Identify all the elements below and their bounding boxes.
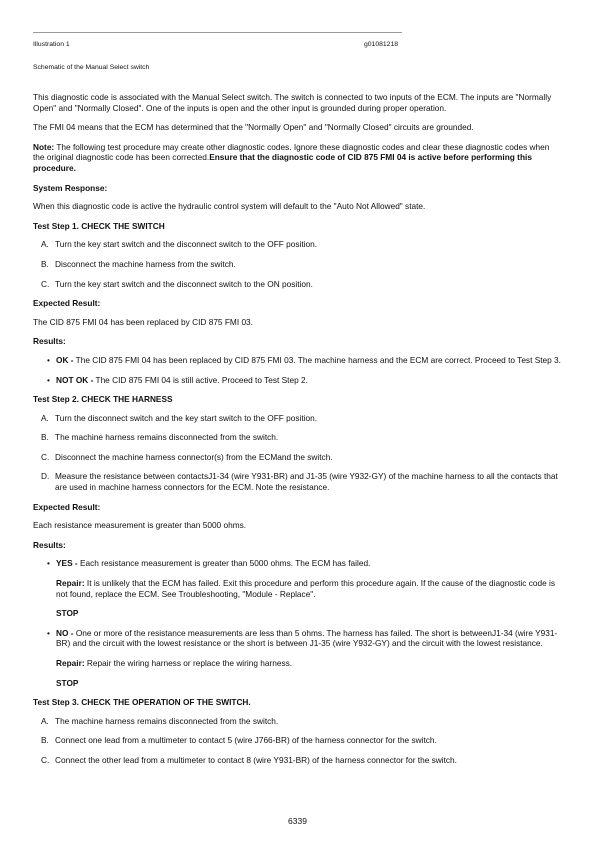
list-marker: A. bbox=[41, 239, 49, 250]
list-marker: B. bbox=[41, 735, 49, 746]
result-item bbox=[33, 628, 563, 688]
result-label: NO - bbox=[56, 627, 74, 638]
result-text: One or more of the resistance measurements are less than 5 ohms. The harness has failed. The short is betweenJ1-34 (wire Y931-BR) and the circuit with the lowest resistance or the short is between J1-35 (wire Y932-GY) and the circuit with the lowest resistance. bbox=[56, 627, 558, 649]
note-text: The following test procedure may create other diagnostic codes. Ignore these diagnostic codes and clear these diagnostic codes when the original diagnostic code has been corrected. bbox=[33, 141, 550, 163]
list-item-text: The machine harness remains disconnected from the switch. bbox=[55, 432, 279, 443]
repair-text: It is unlikely that the ECM has failed. Exit this procedure and perform this procedure again. If the cause of the diagnostic code is not found, replace the ECM. See Troubleshooting, "Module - Replace". bbox=[56, 578, 556, 599]
results-heading: Results: bbox=[33, 539, 66, 550]
step3-heading: Test Step 3. CHECK THE OPERATION OF THE SWITCH. bbox=[33, 697, 251, 708]
list-item bbox=[33, 259, 563, 270]
list-item bbox=[33, 471, 563, 492]
stop-label: STOP bbox=[56, 608, 79, 619]
expected-result-text: The CID 875 FMI 04 has been replaced by CID 875 FMI 03. bbox=[33, 316, 253, 327]
bullet: • bbox=[47, 354, 50, 365]
list-item-text: Turn the key start switch and the disconnect switch to the OFF position. bbox=[55, 239, 318, 250]
note-paragraph bbox=[33, 142, 563, 174]
list-item-text: Turn the disconnect switch and the key start switch to the OFF position. bbox=[55, 412, 318, 423]
list-marker: D. bbox=[41, 471, 50, 482]
intro-paragraph: The FMI 04 means that the ECM has determined that the "Normally Open" and "Normally Closed" circuits are grounded. bbox=[33, 122, 474, 133]
result-label: OK - bbox=[56, 354, 74, 365]
bullet: • bbox=[47, 627, 50, 638]
list-marker: B. bbox=[41, 432, 49, 443]
list-item-text: Disconnect the machine harness from the switch. bbox=[55, 258, 236, 269]
repair-instruction bbox=[56, 658, 563, 669]
result-text: Each resistance measurement is greater than 5000 ohms. The ECM has failed. bbox=[77, 558, 371, 569]
list-item-text: Disconnect the machine harness connector(s) from the ECMand the switch. bbox=[55, 451, 333, 462]
illustration-caption-row bbox=[33, 40, 402, 49]
expected-result-text: Each resistance measurement is greater than 5000 ohms. bbox=[33, 520, 247, 531]
result-item bbox=[33, 558, 563, 618]
result-text: The CID 875 FMI 04 is still active. Proceed to Test Step 2. bbox=[93, 374, 308, 385]
step2-list bbox=[33, 413, 563, 493]
system-response-heading: System Response: bbox=[33, 182, 108, 193]
step2-results bbox=[33, 558, 563, 688]
list-marker: A. bbox=[41, 412, 49, 423]
document-body bbox=[33, 92, 563, 775]
results-heading: Results: bbox=[33, 336, 66, 347]
list-item-text: Turn the key start switch and the disconnect switch to the ON position. bbox=[55, 278, 313, 289]
repair-instruction bbox=[56, 578, 563, 599]
step3-list bbox=[33, 716, 563, 766]
repair-label: Repair: bbox=[56, 578, 85, 589]
list-marker: B. bbox=[41, 258, 49, 269]
list-item bbox=[33, 279, 563, 290]
note-label: Note: bbox=[33, 141, 55, 152]
list-item bbox=[33, 755, 563, 766]
result-item bbox=[33, 375, 563, 386]
result-item bbox=[33, 355, 563, 366]
list-item bbox=[33, 452, 563, 463]
illustration-caption: Schematic of the Manual Select switch bbox=[33, 64, 150, 71]
list-item bbox=[33, 413, 563, 424]
expected-result-heading: Expected Result: bbox=[33, 501, 101, 512]
list-item-text: The machine harness remains disconnected from the switch. bbox=[55, 715, 279, 726]
list-marker: C. bbox=[41, 754, 50, 765]
list-marker: A. bbox=[41, 715, 49, 726]
intro-paragraph: This diagnostic code is associated with the Manual Select switch. The switch is connected to two inputs of the ECM. The inputs are "Normally Open" and "Normally Closed". One of the inputs is open and the other input is grounded during proper operation. bbox=[33, 92, 552, 113]
list-item-text: Measure the resistance between contactsJ1-34 (wire Y931-BR) and J1-35 (wire Y932-GY) of the machine harness to all the contacts that are used in machine harness connectors for the ECM. Note the resistance. bbox=[55, 471, 558, 493]
list-item-text: Connect one lead from a multimeter to contact 5 (wire J766-BR) of the harness connector for the switch. bbox=[55, 735, 437, 746]
repair-text: Repair the wiring harness or replace the wiring harness. bbox=[84, 658, 293, 668]
list-marker: C. bbox=[41, 278, 50, 289]
page-number: 6339 bbox=[288, 816, 307, 826]
stop-label: STOP bbox=[56, 677, 79, 688]
step1-list bbox=[33, 239, 563, 289]
expected-result-heading: Expected Result: bbox=[33, 298, 101, 309]
result-label: NOT OK - bbox=[56, 374, 94, 385]
step1-heading: Test Step 1. CHECK THE SWITCH bbox=[33, 220, 165, 231]
result-label: YES - bbox=[56, 558, 78, 569]
illustration-label: Illustration 1 bbox=[33, 41, 70, 48]
graphic-id: g01081218 bbox=[364, 41, 399, 48]
result-text: The CID 875 FMI 04 has been replaced by CID 875 FMI 03. The machine harness and the ECM are correct. Proceed to Test Step 3. bbox=[73, 354, 561, 365]
list-item bbox=[33, 239, 563, 250]
list-item bbox=[33, 432, 563, 443]
list-item bbox=[33, 735, 563, 746]
bullet: • bbox=[47, 558, 50, 569]
list-item-text: Connect the other lead from a multimeter to contact 8 (wire Y931-BR) of the harness connector for the switch. bbox=[55, 754, 457, 765]
repair-label: Repair: bbox=[56, 658, 85, 668]
note-bold-text: Ensure that the diagnostic code of CID 875 FMI 04 is active before performing this procedure. bbox=[33, 152, 532, 173]
caption-divider bbox=[33, 32, 402, 33]
step2-heading: Test Step 2. CHECK THE HARNESS bbox=[33, 394, 173, 405]
list-marker: C. bbox=[41, 451, 50, 462]
list-item bbox=[33, 716, 563, 727]
system-response-text: When this diagnostic code is active the hydraulic control system will default to the "Auto Not Allowed" state. bbox=[33, 201, 426, 212]
step1-results bbox=[33, 355, 563, 385]
bullet: • bbox=[47, 374, 50, 385]
